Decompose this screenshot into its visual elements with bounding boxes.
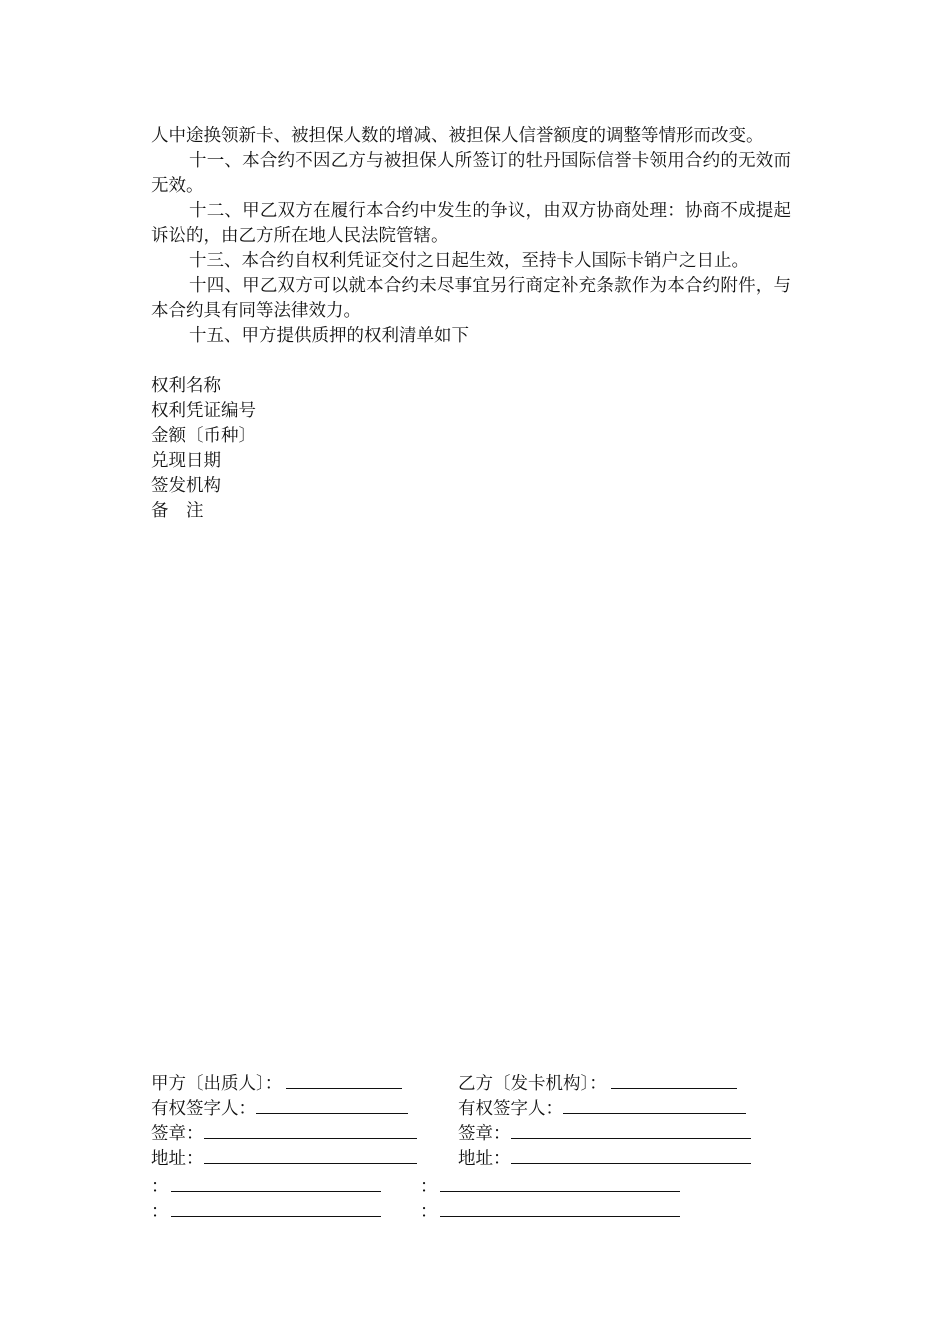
- party-b-title-row: [458, 1071, 737, 1097]
- party-a-signatory-row: [151, 1096, 408, 1122]
- extra-b2-row: [420, 1199, 680, 1225]
- party-a-signatory-label: 有权签字人：: [151, 1099, 256, 1119]
- extra-b2-label: ：: [420, 1202, 438, 1222]
- extra-a2-row: [151, 1199, 381, 1225]
- party-a-address-line[interactable]: [204, 1146, 417, 1164]
- clause-14: 十四、甲乙双方可以就本合约未尽事宜另行商定补充条款作为本合约附件，与本合约具有同等法律效力。: [151, 276, 791, 321]
- extra-b1-line[interactable]: [440, 1174, 680, 1192]
- clause-15: 十五、甲方提供质押的权利清单如下: [189, 326, 469, 346]
- party-a-title: 甲方〔出质人〕：: [151, 1074, 283, 1094]
- clause-11: 十一、本合约不因乙方与被担保人所签订的牡丹国际信誉卡领用合约的无效而无效。: [151, 151, 791, 196]
- party-b-seal-row: [458, 1121, 751, 1147]
- clause-continuation: 人中途换领新卡、被担保人数的增减、被担保人信誉额度的调整等情形而改变。: [151, 126, 764, 146]
- party-b-title-line[interactable]: [611, 1071, 737, 1089]
- party-b-address-line[interactable]: [511, 1146, 751, 1164]
- extra-a1-row: [151, 1174, 381, 1200]
- extra-a2-line[interactable]: [171, 1199, 381, 1217]
- party-a-address-label: 地址：: [151, 1149, 204, 1169]
- clause-12: 十二、甲乙双方在履行本合约中发生的争议，由双方协商处理：协商不成提起诉讼的，由乙方所在地人民法院管辖。: [151, 201, 791, 246]
- party-a-title-row: [151, 1071, 402, 1097]
- party-b-seal-label: 签章：: [458, 1124, 511, 1144]
- rights-item-name: 权利名称: [151, 376, 221, 396]
- party-b-signatory-line[interactable]: [563, 1096, 746, 1114]
- party-a-seal-line[interactable]: [204, 1121, 417, 1139]
- party-b-seal-line[interactable]: [511, 1121, 751, 1139]
- extra-a1-line[interactable]: [171, 1174, 381, 1192]
- extra-b1-label: ：: [420, 1177, 438, 1197]
- rights-item-issuer: 签发机构: [151, 476, 221, 496]
- rights-list: [151, 374, 791, 524]
- extra-a2-label: ：: [151, 1202, 169, 1222]
- rights-item-certificate-no: 权利凭证编号: [151, 401, 256, 421]
- contract-body: [151, 124, 791, 524]
- party-b-signatory-label: 有权签字人：: [458, 1099, 563, 1119]
- party-a-title-line[interactable]: [286, 1071, 402, 1089]
- party-a-address-row: [151, 1146, 417, 1172]
- rights-item-amount: 金额〔币种〕: [151, 426, 256, 446]
- extra-b2-line[interactable]: [440, 1199, 680, 1217]
- party-a-seal-label: 签章：: [151, 1124, 204, 1144]
- party-a-seal-row: [151, 1121, 417, 1147]
- party-a-signatory-line[interactable]: [256, 1096, 408, 1114]
- party-b-title: 乙方〔发卡机构〕：: [458, 1074, 607, 1094]
- rights-item-remarks: 备 注: [151, 501, 204, 521]
- rights-item-date: 兑现日期: [151, 451, 221, 471]
- party-b-address-label: 地址：: [458, 1149, 511, 1169]
- clause-13: 十三、本合约自权利凭证交付之日起生效，至持卡人国际卡销户之日止。: [189, 251, 749, 271]
- extra-a1-label: ：: [151, 1177, 169, 1197]
- party-b-signatory-row: [458, 1096, 746, 1122]
- extra-b1-row: [420, 1174, 680, 1200]
- spacer: [151, 349, 791, 374]
- party-b-address-row: [458, 1146, 751, 1172]
